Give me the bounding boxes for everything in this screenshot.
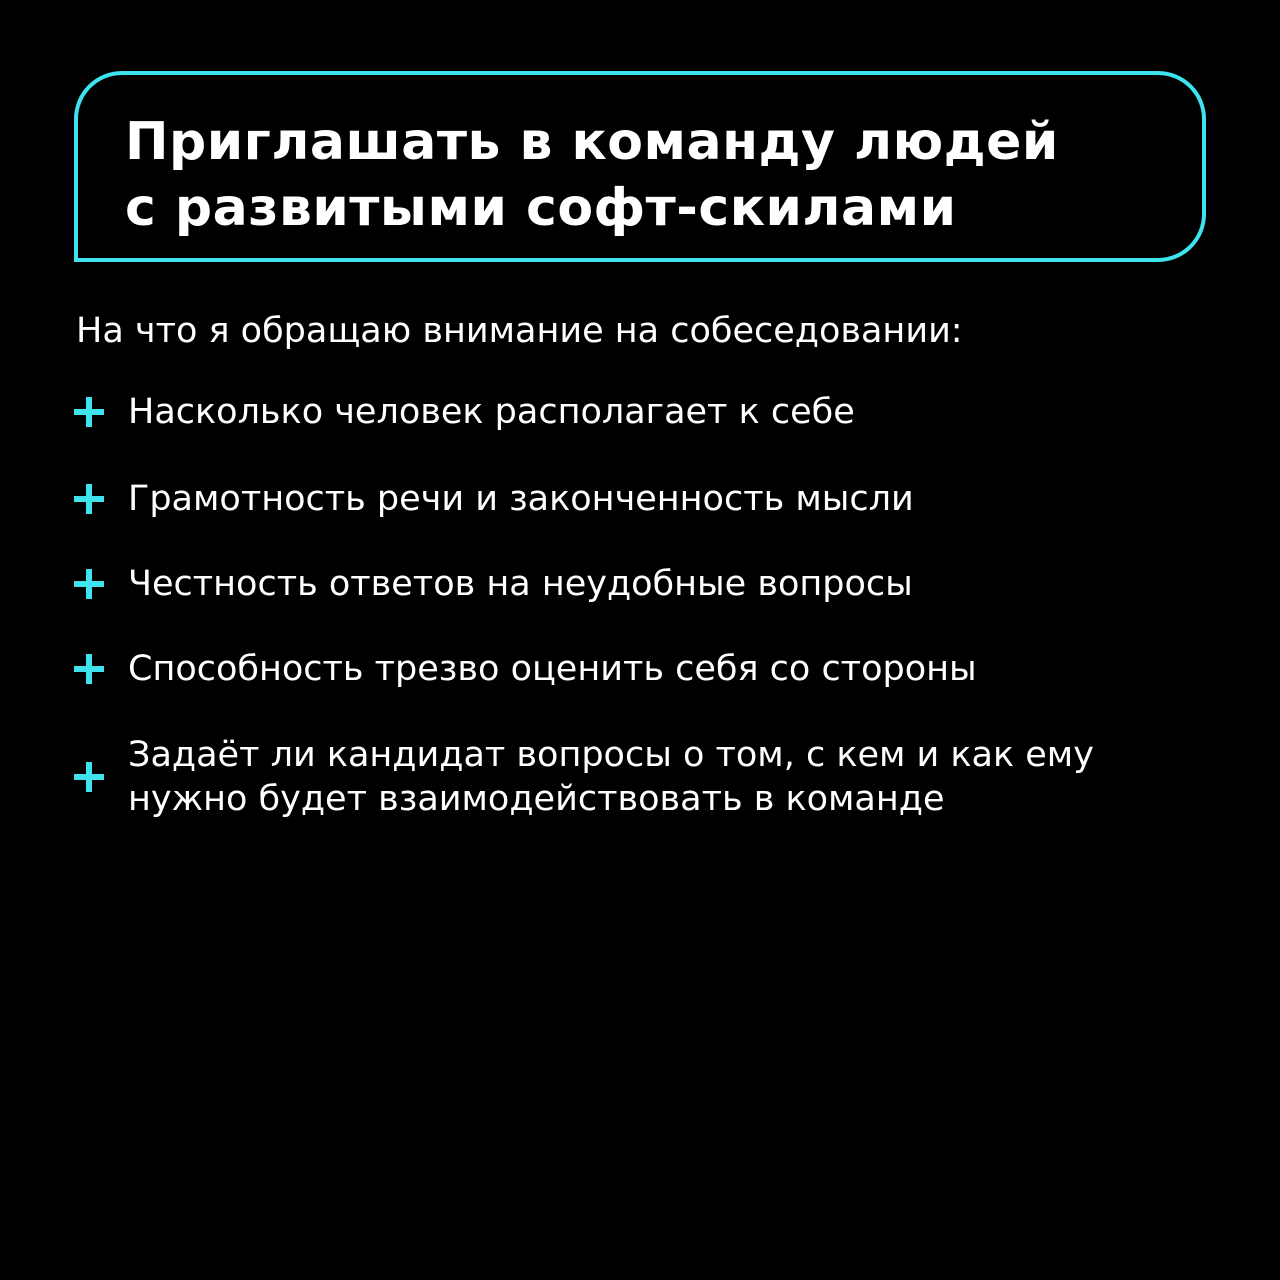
plus-icon — [74, 654, 104, 684]
list-item — [74, 390, 1214, 434]
list-item — [74, 733, 1214, 821]
page-title: Приглашать в команду людей с развитыми софт-скилами — [125, 112, 1059, 238]
list-item-text: Грамотность речи и законченность мысли — [128, 479, 914, 519]
plus-icon — [74, 762, 104, 792]
title-frame — [74, 71, 1206, 262]
intro-text: На что я обращаю внимание на собеседовании: — [76, 311, 963, 351]
list-item — [74, 477, 1214, 521]
list-item-text: Честность ответов на неудобные вопросы — [128, 564, 913, 604]
plus-icon — [74, 569, 104, 599]
list-item — [74, 562, 1214, 606]
list-item-text: Насколько человек располагает к себе — [128, 392, 855, 432]
plus-icon — [74, 397, 104, 427]
list-item-text: Способность трезво оценить себя со стороны — [128, 649, 977, 689]
list-item-text: Задаёт ли кандидат вопросы о том, с кем и как ему нужно будет взаимодействовать в команде — [128, 735, 1094, 819]
plus-icon — [74, 484, 104, 514]
list-item — [74, 647, 1214, 691]
